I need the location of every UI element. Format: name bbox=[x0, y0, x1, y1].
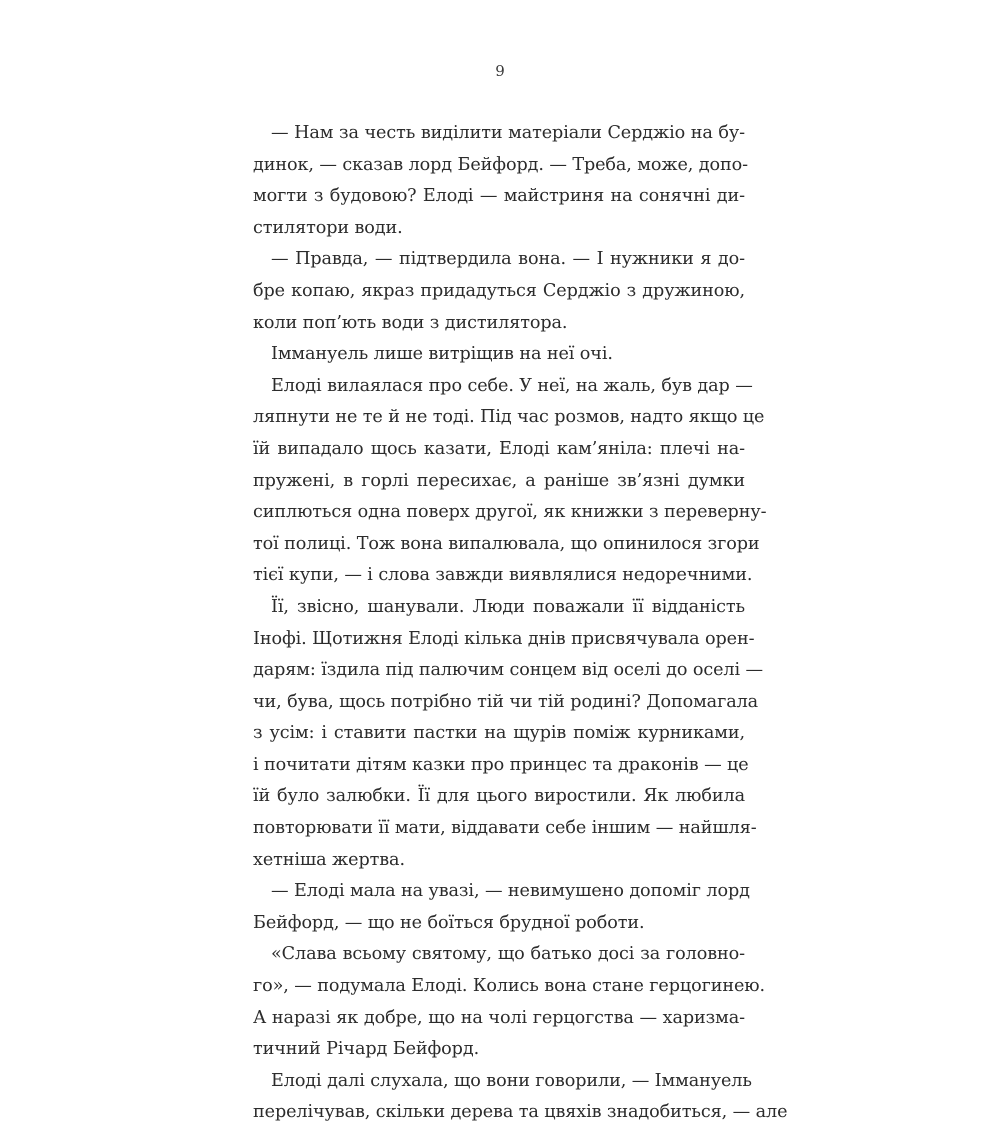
text-line: Іммануель лише витріщив на неї очі. bbox=[271, 344, 613, 365]
text-line: — Правда, — підтвердила вона. — І нужники я до- bbox=[271, 249, 745, 270]
text-line: А наразі як добре, що на чолі герцогства — харизма- bbox=[253, 1007, 745, 1028]
text-line: — Елоді мала на увазі, — невимушено допоміг лорд bbox=[271, 881, 750, 902]
text-line: «Слава всьому святому, що батько досі за головно- bbox=[271, 944, 745, 965]
page-number: 9 bbox=[495, 62, 505, 80]
text-line: тієї купи, — і слова завжди виявлялися недоречними. bbox=[253, 565, 753, 586]
text-line: Елоді далі слухала, що вони говорили, — Іммануель bbox=[271, 1070, 752, 1091]
text-line: чи, бува, щось потрібно тій чи тій родині? Допомагала bbox=[253, 691, 759, 712]
text-line: Бейфорд, — що не боїться брудної роботи. bbox=[253, 912, 645, 933]
text-line: тої полиці. Тож вона випалювала, що опинилося згори bbox=[253, 533, 760, 554]
text-line: го», — подумала Елоді. Колись вона стане герцогинею. bbox=[253, 976, 765, 997]
text-line: тичний Річард Бейфорд. bbox=[253, 1039, 480, 1060]
text-line: стилятори води. bbox=[253, 217, 403, 238]
text-line: динок, — сказав лорд Бейфорд. — Треба, може, допо- bbox=[253, 154, 748, 175]
text-line: повторювати її мати, віддавати себе іншим — найшля- bbox=[253, 818, 757, 839]
text-line: і почитати дітям казки про принцес та драконів — це bbox=[253, 754, 749, 775]
text-line: дарям: їздила під палючим сонцем від оселі до оселі — bbox=[253, 660, 764, 681]
text-line: — Нам за честь виділити матеріали Серджіо на бу- bbox=[271, 123, 745, 143]
text-line: Інофі. Щотижня Елоді кілька днів присвячувала орен- bbox=[253, 628, 755, 649]
text-line: сиплються одна поверх другої, як книжки з переверну- bbox=[253, 502, 767, 523]
text-line: пружені, в горлі пересихає, а раніше зв’язні думки bbox=[253, 470, 745, 491]
text-line: їй випадало щось казати, Елоді кам’яніла: плечі на- bbox=[253, 438, 745, 459]
text-line: ляпнути не те й не тоді. Під час розмов, надто якщо це bbox=[253, 407, 765, 428]
text-line: могти з будовою? Елоді — майстриня на сонячні ди- bbox=[253, 186, 745, 207]
text-line: хетніша жертва. bbox=[253, 849, 405, 870]
text-line: Її, звісно, шанували. Люди поважали її відданість bbox=[271, 596, 745, 617]
text-line: бре копаю, якраз придадуться Серджіо з дружиною, bbox=[253, 280, 745, 301]
body-text bbox=[253, 118, 788, 1129]
text-line: Елоді вилаялася про себе. У неї, на жаль, був дар — bbox=[271, 375, 753, 396]
text-line: з усім: і ставити пастки на щурів поміж курниками, bbox=[253, 723, 745, 744]
text-line: коли поп’ють води з дистилятора. bbox=[253, 312, 568, 333]
text-line: їй було залюбки. Її для цього виростили. Як любила bbox=[253, 786, 745, 807]
text-line: перелічував, скільки дерева та цвяхів знадобиться, — але bbox=[253, 1102, 788, 1123]
